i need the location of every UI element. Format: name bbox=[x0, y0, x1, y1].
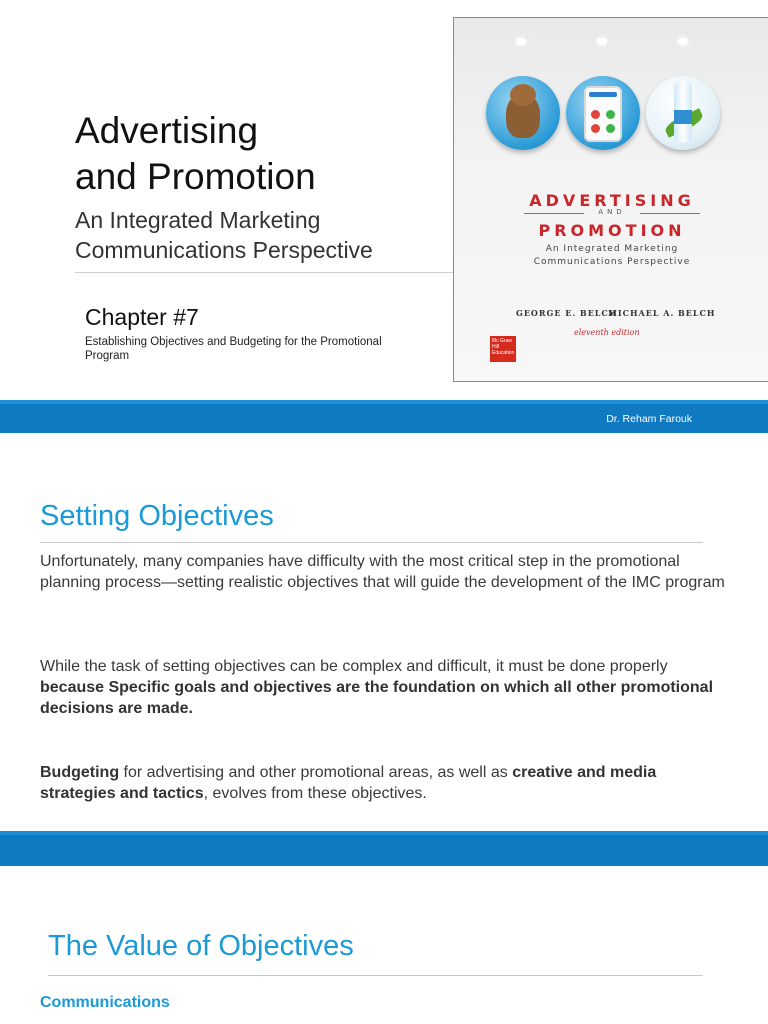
slide-heading: Setting Objectives bbox=[40, 500, 274, 532]
slide-title bbox=[0, 0, 768, 400]
cover-author-2: MICHAEL A. BELCH bbox=[608, 308, 716, 318]
chapter-heading: Chapter #7 bbox=[85, 304, 199, 330]
paragraph: While the task of setting objectives can be complex and difficult, it must be done properly because Specific goals and objectives are the foundation on which all other promotional decisions are made. bbox=[40, 658, 714, 717]
subtitle-line-1: An Integrated Marketing bbox=[75, 207, 321, 233]
title-line-2: and Promotion bbox=[75, 156, 316, 197]
water-bottle-icon bbox=[646, 76, 720, 150]
slide-footer-band bbox=[0, 400, 768, 433]
spotlight-icon bbox=[597, 38, 607, 45]
cover-title-top: ADVERTISING bbox=[529, 191, 695, 210]
cover-subtitle-1: An Integrated Marketing bbox=[545, 244, 679, 254]
subheading: Communications bbox=[40, 994, 170, 1011]
cover-title-bottom: PROMOTION bbox=[538, 221, 686, 240]
cover-author-1: GEORGE E. BELCH bbox=[516, 308, 618, 318]
emphasis: creative and media strategies and tactics bbox=[40, 764, 657, 802]
bear-mascot-icon bbox=[486, 76, 560, 150]
divider bbox=[40, 542, 703, 543]
subtitle-line-2: Communications Perspective bbox=[75, 237, 373, 263]
divider bbox=[48, 975, 703, 976]
spotlight-icon bbox=[516, 38, 526, 45]
paragraph: Budgeting for advertising and other promotional areas, as well as creative and media strategies and tactics, evolves from these objectives. bbox=[40, 764, 657, 802]
title-line-1: Advertising bbox=[75, 110, 259, 151]
presentation-title bbox=[75, 108, 316, 200]
chapter-description: Establishing Objectives and Budgeting for the Promotional Program bbox=[85, 336, 382, 362]
cover-edition: eleventh edition bbox=[574, 328, 640, 337]
slide-heading: The Value of Objectives bbox=[48, 930, 354, 962]
cover-subtitle-2: Communications Perspective bbox=[533, 257, 691, 267]
book-cover-image bbox=[453, 17, 768, 382]
emphasis: because Specific goals and objectives are the foundation on which all other promotional decisions are made. bbox=[40, 679, 714, 717]
emphasis: Budgeting bbox=[40, 764, 120, 781]
spotlight-icon bbox=[678, 38, 688, 45]
slide-separator-band bbox=[0, 831, 768, 866]
footer-author: Dr. Reham Farouk bbox=[606, 413, 692, 425]
cover-title-and: AND bbox=[454, 208, 768, 216]
divider bbox=[75, 272, 455, 273]
paragraph: Unfortunately, many companies have difficulty with the most critical step in the promotional planning process—setting realistic objectives that will guide the development of the IMC program bbox=[40, 553, 725, 591]
smartphone-icon bbox=[566, 76, 640, 150]
publisher-logo: Mc Graw Hill Education bbox=[490, 336, 516, 362]
presentation-subtitle bbox=[75, 205, 373, 265]
